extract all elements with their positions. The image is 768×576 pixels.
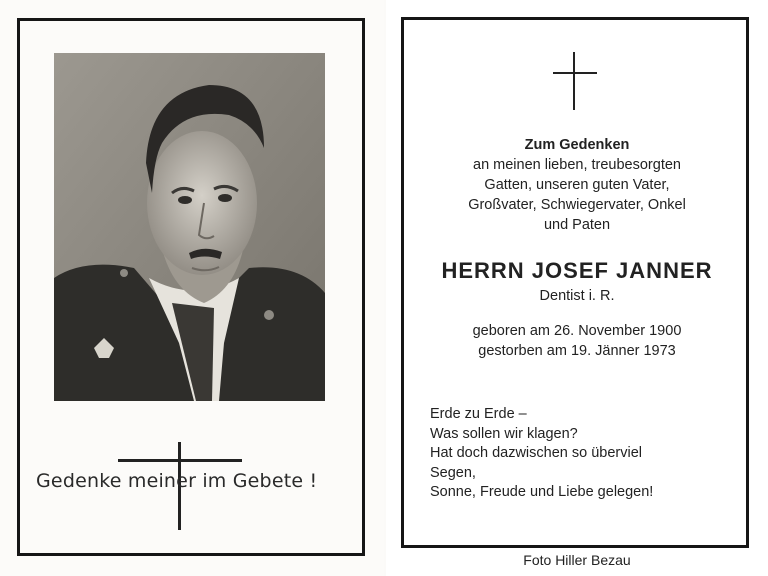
poem <box>430 405 653 503</box>
intro-title: Zum Gedenken <box>524 137 630 153</box>
prayer-text: Gedenke meiner im Gebete ! <box>36 470 318 492</box>
memorial-card-back <box>386 0 768 576</box>
poem-line: Erde zu Erde – <box>430 406 527 422</box>
intro-line: und Paten <box>543 217 611 233</box>
poem-line: Hat doch dazwischen so überviel <box>430 445 642 461</box>
cross-icon <box>553 52 597 110</box>
life-dates <box>386 321 768 361</box>
profession: Dentist i. R. <box>539 288 615 304</box>
poem-line: Segen, <box>430 464 476 481</box>
death-date: gestorben am 19. Jänner 1973 <box>478 343 676 359</box>
intro-line: Gatten, unseren guten Vater, <box>484 177 670 193</box>
poem-line: Sonne, Freude und Liebe gelegen! <box>430 484 654 500</box>
intro-line: Großvater, Schwiegervater, Onkel <box>468 197 686 213</box>
intro-line: an meinen lieben, treubesorgten <box>473 157 681 173</box>
poem-line: Was sollen wir klagen? <box>430 425 578 442</box>
deceased-name: HERRN JOSEF JANNER <box>441 258 713 283</box>
photographer-credit: Foto Hiller Bezau <box>523 552 631 568</box>
intro-text <box>386 155 768 235</box>
portrait-photo <box>54 53 325 401</box>
birth-date: geboren am 26. November 1900 <box>472 323 682 339</box>
